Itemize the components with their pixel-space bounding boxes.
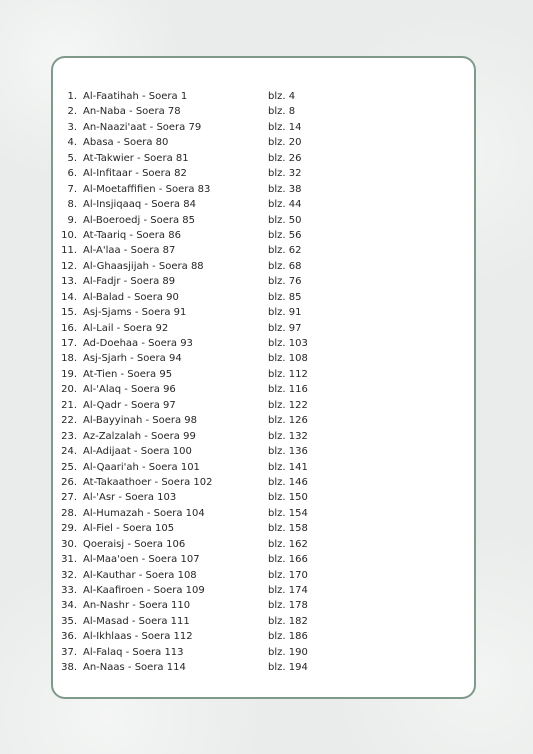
toc-row — [53, 490, 474, 505]
toc-entry-number: 4. — [67, 137, 77, 149]
toc-entry-title: An-Naba - Soera 78 — [83, 106, 181, 118]
toc-entry-page: blz. 91 — [268, 307, 302, 319]
toc-entry-number: 17. — [61, 338, 77, 349]
toc-entry-title: At-Tien - Soera 95 — [83, 368, 173, 380]
toc-entry-number: 9. — [67, 214, 77, 226]
toc-entry-page: blz. 103 — [268, 338, 308, 349]
toc-entry-number: 36. — [61, 631, 77, 643]
toc-entry-number: 23. — [61, 430, 77, 442]
toc-entry-title: Al-Masad - Soera 111 — [83, 615, 190, 627]
toc-entry-page: blz. 85 — [268, 291, 302, 303]
toc-entry-number: 5. — [67, 152, 77, 164]
toc-entry-page: blz. 68 — [268, 260, 302, 272]
toc-entry-page: blz. 126 — [268, 415, 308, 427]
toc-entry-title: Al-Faatihah - Soera 1 — [83, 91, 188, 102]
toc-entry-number: 11. — [61, 245, 77, 257]
toc-entry-number: 16. — [61, 322, 77, 334]
toc-entry-page: blz. 76 — [268, 276, 302, 288]
toc-entry-page: blz. 174 — [268, 585, 308, 596]
toc-entry-title: Al-Adijaat - Soera 100 — [83, 446, 192, 458]
toc-row — [53, 290, 474, 305]
toc-entry-page: blz. 116 — [268, 384, 308, 396]
toc-row — [53, 537, 474, 552]
toc-entry-page: blz. 146 — [268, 476, 308, 488]
toc-row — [53, 398, 474, 413]
toc-entry-page: blz. 162 — [268, 538, 308, 550]
toc-entry-title: Abasa - Soera 80 — [83, 137, 169, 149]
toc-entry-title: Al-Kauthar - Soera 108 — [83, 569, 197, 581]
toc-entry-title: Al-Fadjr - Soera 89 — [83, 276, 176, 288]
toc-row — [53, 305, 474, 320]
toc-entry-page: blz. 26 — [268, 152, 302, 164]
toc-entry-page: blz. 56 — [268, 229, 302, 241]
toc-entry-title: Al-'Alaq - Soera 96 — [83, 384, 176, 396]
toc-entry-page: blz. 20 — [268, 137, 302, 149]
toc-entry-number: 6. — [67, 168, 77, 180]
toc-entry-title: Al-Ghaasjijah - Soera 88 — [83, 260, 204, 272]
toc-entry-number: 31. — [61, 554, 77, 566]
toc-entry-page: blz. 194 — [268, 662, 308, 674]
toc-entry-page: blz. 112 — [268, 368, 308, 380]
toc-entry-title: Al-Balad - Soera 90 — [83, 291, 179, 303]
toc-entry-title: Qoeraisj - Soera 106 — [83, 538, 186, 550]
toc-entry-title: Al-Ikhlaas - Soera 112 — [83, 631, 193, 643]
toc-entry-title: Al-Insjiqaaq - Soera 84 — [83, 199, 196, 211]
toc-entry-page: blz. 178 — [268, 600, 308, 612]
toc-entry-title: At-Taariq - Soera 86 — [83, 229, 181, 241]
toc-entry-title: Al-Kaafiroen - Soera 109 — [83, 585, 205, 596]
toc-entry-page: blz. 44 — [268, 199, 302, 211]
toc-entry-title: Al-Falaq - Soera 113 — [83, 646, 184, 658]
toc-entry-title: Al-Qadr - Soera 97 — [83, 399, 176, 411]
toc-row — [53, 120, 474, 135]
toc-entry-number: 7. — [67, 183, 77, 195]
toc-entry-number: 13. — [61, 276, 77, 288]
toc-row — [53, 614, 474, 629]
toc-entry-number: 12. — [61, 260, 77, 272]
toc-row — [53, 444, 474, 459]
toc-entry-page: blz. 190 — [268, 646, 308, 658]
toc-entry-number: 20. — [61, 384, 77, 396]
toc-entry-title: An-Naazi'aat - Soera 79 — [83, 121, 202, 133]
toc-entry-page: blz. 108 — [268, 353, 308, 365]
toc-row — [53, 197, 474, 212]
toc-row — [53, 382, 474, 397]
toc-entry-number: 1. — [67, 91, 77, 102]
toc-row — [53, 429, 474, 444]
toc-entry-title: Az-Zalzalah - Soera 99 — [83, 430, 196, 442]
toc-entry-page: blz. 97 — [268, 322, 302, 334]
toc-row — [53, 135, 474, 150]
toc-entry-title: Al-A'laa - Soera 87 — [83, 245, 176, 257]
toc-row — [53, 598, 474, 613]
toc-entry-title: Asj-Sjarh - Soera 94 — [83, 353, 182, 365]
toc-entry-number: 14. — [61, 291, 77, 303]
toc-entry-title: At-Takaathoer - Soera 102 — [83, 476, 213, 488]
toc-row — [53, 568, 474, 583]
toc-row — [53, 460, 474, 475]
toc-entry-page: blz. 14 — [268, 121, 302, 133]
toc-entry-page: blz. 136 — [268, 446, 308, 458]
toc-entry-page: blz. 8 — [268, 106, 296, 118]
toc-entry-title: Asj-Sjams - Soera 91 — [83, 307, 187, 319]
toc-row — [53, 228, 474, 243]
toc-entry-page: blz. 122 — [268, 399, 308, 411]
toc-row — [53, 413, 474, 428]
toc-entry-title: An-Naas - Soera 114 — [83, 662, 186, 674]
toc-row — [53, 321, 474, 336]
toc-entry-title: Al-'Asr - Soera 103 — [83, 492, 177, 504]
toc-row — [53, 629, 474, 644]
toc-row — [53, 660, 474, 675]
toc-entry-page: blz. 154 — [268, 507, 308, 519]
toc-entry-title: At-Takwier - Soera 81 — [83, 152, 189, 164]
toc-entry-page: blz. 166 — [268, 554, 308, 566]
toc-entry-number: 30. — [61, 538, 77, 550]
toc-entry-number: 34. — [61, 600, 77, 612]
toc-entry-number: 19. — [61, 368, 77, 380]
toc-row — [53, 521, 474, 536]
toc-row — [53, 213, 474, 228]
toc-entry-title: Al-Lail - Soera 92 — [83, 322, 169, 334]
toc-entry-number: 8. — [67, 199, 77, 211]
toc-entry-page: blz. 141 — [268, 461, 308, 473]
toc-entry-number: 38. — [61, 662, 77, 674]
toc-row — [53, 506, 474, 521]
toc-entry-title: Al-Boeroedj - Soera 85 — [83, 214, 196, 226]
toc-entry-number: 33. — [61, 585, 77, 596]
toc-panel — [51, 56, 476, 699]
toc-row — [53, 259, 474, 274]
toc-entry-number: 29. — [61, 523, 77, 535]
toc-entry-number: 25. — [61, 461, 77, 473]
toc-row — [53, 336, 474, 351]
toc-entry-number: 37. — [61, 646, 77, 658]
toc-entry-number: 26. — [61, 476, 77, 488]
toc-entry-page: blz. 32 — [268, 168, 302, 180]
toc-entry-page: blz. 4 — [268, 91, 296, 102]
toc-entry-number: 3. — [67, 121, 77, 133]
toc-row — [53, 645, 474, 660]
toc-row — [53, 166, 474, 181]
toc-entry-number: 24. — [61, 446, 77, 458]
toc-entry-number: 10. — [61, 229, 77, 241]
toc-entry-page: blz. 158 — [268, 523, 308, 535]
toc-row — [53, 104, 474, 119]
toc-entry-number: 21. — [61, 399, 77, 411]
toc-entry-page: blz. 62 — [268, 245, 302, 257]
toc-entry-number: 2. — [67, 106, 77, 118]
toc-row — [53, 151, 474, 166]
toc-entry-page: blz. 38 — [268, 183, 302, 195]
toc-entry-page: blz. 132 — [268, 430, 308, 442]
toc-entry-title: Al-Fiel - Soera 105 — [83, 523, 175, 535]
toc-entry-number: 32. — [61, 569, 77, 581]
toc-entry-title: An-Nashr - Soera 110 — [83, 600, 191, 612]
toc-row — [53, 475, 474, 490]
toc-entry-number: 18. — [61, 353, 77, 365]
toc-entry-number: 22. — [61, 415, 77, 427]
toc-entry-number: 27. — [61, 492, 77, 504]
toc-entry-title: Al-Maa'oen - Soera 107 — [83, 554, 200, 566]
toc-entry-page: blz. 170 — [268, 569, 308, 581]
toc-row — [53, 274, 474, 289]
toc-entry-title: Ad-Doehaa - Soera 93 — [83, 338, 193, 349]
toc-entry-title: Al-Qaari'ah - Soera 101 — [83, 461, 200, 473]
toc-entry-page: blz. 182 — [268, 615, 308, 627]
toc-row — [53, 182, 474, 197]
toc-row — [53, 583, 474, 598]
toc-entry-page: blz. 186 — [268, 631, 308, 643]
table-of-contents — [53, 89, 474, 676]
toc-entry-number: 35. — [61, 615, 77, 627]
toc-entry-number: 28. — [61, 507, 77, 519]
toc-row — [53, 351, 474, 366]
toc-row — [53, 367, 474, 382]
toc-entry-number: 15. — [61, 307, 77, 319]
toc-entry-title: Al-Infitaar - Soera 82 — [83, 168, 187, 180]
toc-entry-title: Al-Bayyinah - Soera 98 — [83, 415, 198, 427]
toc-row — [53, 89, 474, 104]
toc-row — [53, 243, 474, 258]
toc-entry-page: blz. 50 — [268, 214, 302, 226]
toc-entry-title: Al-Moetaffifien - Soera 83 — [83, 183, 211, 195]
toc-entry-page: blz. 150 — [268, 492, 308, 504]
toc-entry-title: Al-Humazah - Soera 104 — [83, 507, 205, 519]
toc-row — [53, 552, 474, 567]
